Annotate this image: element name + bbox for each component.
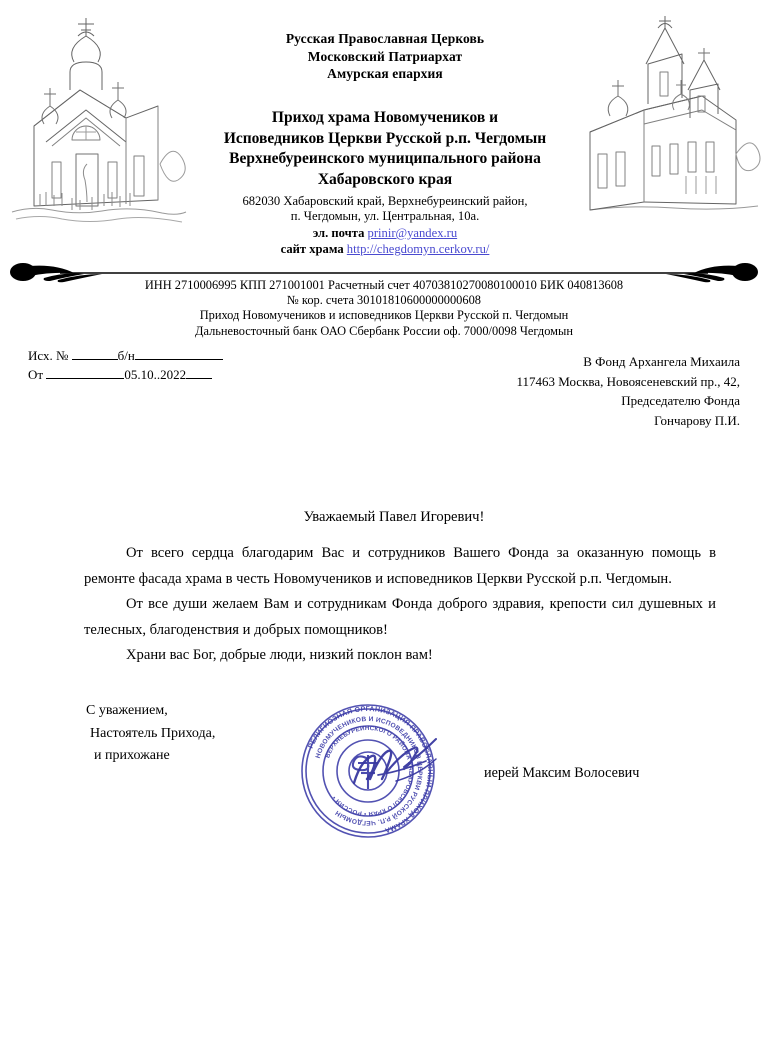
addressee-line-3: Председателю Фонда	[621, 393, 740, 408]
addressee-line-4: Гончарову П.И.	[654, 412, 740, 428]
signature-block	[86, 700, 215, 768]
email-link[interactable]: prinir@yandex.ru	[367, 225, 458, 240]
outgoing-reference	[28, 346, 278, 384]
letter-paragraph-3: Храни вас Бог, добрые люди, низкий поклон вам!	[126, 647, 433, 663]
bank-line-4: Дальневосточный банк ОАО Сбербанк России оф. 7000/0098 Чегдомын	[195, 323, 573, 338]
parish-title-line-4: Хабаровского края	[317, 170, 453, 188]
letter-paragraph-2: От все души желаем Вам и сотрудникам Фонда доброго здравия, крепости сил душевных и телесных, благоденствия и добрых помощников!	[84, 596, 716, 638]
website-link[interactable]: http://chegdomyn.cerkov.ru/	[346, 241, 490, 256]
salutation: Уважаемый Павел Игоревич!	[303, 509, 485, 525]
parish-title	[150, 108, 620, 190]
parish-contact-block	[160, 194, 610, 257]
signature-role-line-2: и прихожане	[94, 748, 170, 763]
signatory-name: иерей Максим Волосевич	[484, 765, 640, 781]
outgoing-date-row	[28, 365, 278, 384]
bank-line-1: ИНН 2710006995 КПП 271001001 Расчетный счет 40703810270080100010 БИК 040813608	[144, 278, 624, 292]
outgoing-date-label: От	[28, 367, 44, 382]
signature-role-line-1: Настоятель Прихода,	[90, 725, 216, 741]
bank-line-2: № кор. счета 30101810600000000608	[287, 293, 481, 308]
outgoing-date-rule-left	[46, 365, 124, 379]
address-line-2: п. Чегдомын, ул. Центральная, 10а.	[290, 209, 480, 224]
svg-text:НОВОМУЧЕНИКОВ И ИСПОВЕДНИКОВ Ц: НОВОМУЧЕНИКОВ И ИСПОВЕДНИКОВ ЦЕРКВИ РУССКОЙ Р.П. ЧЕГДОМЫН	[314, 715, 424, 827]
addressee-line-1: В Фонд Архангела Михаила	[583, 354, 740, 369]
outgoing-number-value: б/н	[117, 348, 135, 363]
address-line-1: 682030 Хабаровский край, Верхнебуреинский район,	[242, 194, 528, 208]
svg-text:ВЕРХНЕБУРЕИНСКОГО РАЙОНА ХАБАР: ВЕРХНЕБУРЕИНСКОГО РАЙОНА ХАБАРОВСКОГО КРАЯ • РОССИЯ •	[324, 724, 415, 818]
svg-text:РЕЛИГИОЗНАЯ ОРГАНИЗАЦИЯ ПРАВОС: РЕЛИГИОЗНАЯ ОРГАНИЗАЦИЯ ПРАВОСЛАВНЫЙ ПРИХОД ХРАМА	[306, 704, 435, 835]
org-line-1: Русская Православная Церковь	[285, 31, 485, 46]
bank-line-3: Приход Новомучеников и исповедников Церкви Русской п. Чегдомын	[199, 308, 569, 323]
email-row	[160, 225, 610, 241]
website-label: сайт храма	[280, 241, 344, 256]
parish-title-line-3: Верхнебуреинского муниципального района	[229, 150, 541, 167]
outgoing-date-rule-right	[186, 365, 212, 379]
outgoing-number-label: Исх. №	[28, 348, 69, 363]
org-line-2: Московский Патриархат	[307, 48, 463, 64]
organization-header	[190, 30, 580, 83]
letter-body	[84, 541, 716, 669]
parish-title-line-1: Приход храма Новомучеников и	[271, 109, 499, 126]
outgoing-number-rule-left	[72, 346, 118, 360]
letter-paragraph-1: От всего сердца благодарим Вас и сотрудников Вашего Фонда за оказанную помощь в ремонте фасада храма в честь Новомучеников и исповедников Церкви Русской р.п. Чегдомын.	[84, 545, 716, 587]
official-round-seal	[292, 697, 478, 845]
addressee-block	[410, 352, 740, 430]
parish-title-line-2: Исповедников Церкви Русской р.п. Чегдомын	[223, 129, 547, 147]
website-row	[160, 241, 610, 257]
addressee-line-2: 117463 Москва, Новоясеневский пр., 42,	[516, 373, 740, 389]
outgoing-number-row	[28, 346, 278, 365]
email-label: эл. почта	[312, 225, 365, 240]
bank-requisites	[44, 278, 724, 339]
org-line-3: Амурская епархия	[327, 66, 443, 81]
outgoing-number-rule-right	[135, 346, 223, 360]
signature-closing: С уважением,	[86, 703, 168, 718]
outgoing-date-value: 05.10..2022	[124, 367, 187, 382]
